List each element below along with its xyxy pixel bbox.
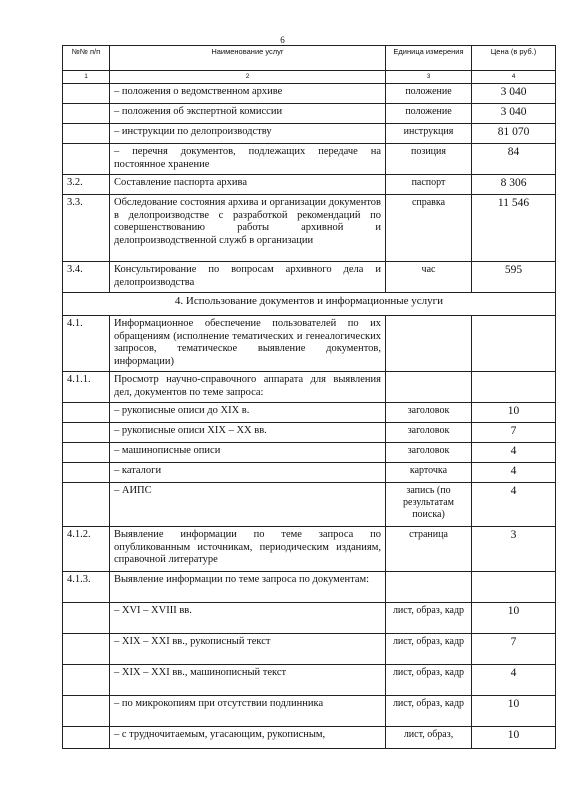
- service-name: – XIX – XXI вв., рукописный текст: [110, 634, 386, 665]
- unit-cell: час: [386, 262, 472, 293]
- price-cell: 10: [472, 696, 556, 727]
- row-number: 3.4.: [63, 262, 110, 293]
- price-cell: 7: [472, 634, 556, 665]
- table-row: [63, 316, 556, 372]
- service-name: Составление паспорта архива: [110, 175, 386, 195]
- price-cell: 3 040: [472, 84, 556, 104]
- page-number: 6: [280, 35, 285, 45]
- header-price: Цена (в руб.): [472, 46, 556, 71]
- unit-cell: положение: [386, 104, 472, 124]
- column-number: 2: [110, 71, 386, 84]
- service-name: Выявление информации по теме запроса по документам:: [110, 572, 386, 603]
- row-number: [63, 124, 110, 144]
- service-name: Просмотр научно-справочного аппарата для выявления дел, документов по теме запроса:: [110, 372, 386, 403]
- service-name: Консультирование по вопросам архивного дела и делопроизводства: [110, 262, 386, 293]
- price-cell: 3 040: [472, 104, 556, 124]
- table-row: [63, 144, 556, 175]
- row-number: [63, 603, 110, 634]
- table-row: [63, 527, 556, 572]
- unit-cell: положение: [386, 84, 472, 104]
- service-name: – перечня документов, подлежащих передаче на постоянное хранение: [110, 144, 386, 175]
- table-row: [63, 634, 556, 665]
- table-row: [63, 443, 556, 463]
- row-number: [63, 727, 110, 749]
- price-cell: 595: [472, 262, 556, 293]
- row-number: [63, 634, 110, 665]
- table-row: [63, 483, 556, 527]
- row-number: 4.1.2.: [63, 527, 110, 572]
- row-number: [63, 696, 110, 727]
- table-row: [63, 727, 556, 749]
- column-number: 4: [472, 71, 556, 84]
- price-cell: 10: [472, 727, 556, 749]
- unit-cell: лист, образ, кадр: [386, 603, 472, 634]
- row-number: [63, 443, 110, 463]
- unit-cell: карточка: [386, 463, 472, 483]
- unit-cell: лист, образ, кадр: [386, 634, 472, 665]
- price-cell: 10: [472, 403, 556, 423]
- price-cell: 4: [472, 483, 556, 527]
- unit-cell: заголовок: [386, 443, 472, 463]
- row-number: [63, 665, 110, 696]
- service-name: – по микрокопиям при отсутствии подлинника: [110, 696, 386, 727]
- row-number: [63, 483, 110, 527]
- unit-cell: лист, образ,: [386, 727, 472, 749]
- service-name: – XIX – XXI вв., машинописный текст: [110, 665, 386, 696]
- table-row: [63, 423, 556, 443]
- service-name: Обследование состояния архива и организации документов в делопроизводстве с разработкой рекомендаций по совершенствованию работы архивной и делопроизводственной служб в организации: [110, 195, 386, 262]
- unit-cell: [386, 372, 472, 403]
- row-number: 4.1.1.: [63, 372, 110, 403]
- table-row: [63, 124, 556, 144]
- price-cell: 4: [472, 463, 556, 483]
- header-unit: Единица измерения: [386, 46, 472, 71]
- price-cell: [472, 372, 556, 403]
- table-row: [63, 572, 556, 603]
- table-row: [63, 84, 556, 104]
- row-number: 3.2.: [63, 175, 110, 195]
- table-row: [63, 262, 556, 293]
- section-row: [63, 293, 556, 316]
- row-number: 4.1.: [63, 316, 110, 372]
- table-body: [63, 84, 556, 749]
- service-name: – с трудночитаемым, угасающим, рукописным,: [110, 727, 386, 749]
- table-row: [63, 603, 556, 634]
- unit-cell: [386, 316, 472, 372]
- unit-cell: инструкция: [386, 124, 472, 144]
- service-name: – каталоги: [110, 463, 386, 483]
- table-row: [63, 175, 556, 195]
- service-name: – рукописные описи XIX – XX вв.: [110, 423, 386, 443]
- service-name: – АИПС: [110, 483, 386, 527]
- row-number: 3.3.: [63, 195, 110, 262]
- section-title: 4. Использование документов и информационные услуги: [63, 293, 556, 316]
- price-cell: 4: [472, 443, 556, 463]
- price-cell: 81 070: [472, 124, 556, 144]
- row-number: [63, 84, 110, 104]
- service-name: – машинописные описи: [110, 443, 386, 463]
- unit-cell: [386, 572, 472, 603]
- unit-cell: лист, образ, кадр: [386, 696, 472, 727]
- unit-cell: позиция: [386, 144, 472, 175]
- service-name: Информационное обеспечение пользователей по их обращениям (исполнение тематических и генеалогических запросов, тематическое выявление документов, информации): [110, 316, 386, 372]
- unit-cell: справка: [386, 195, 472, 262]
- column-number: 1: [63, 71, 110, 84]
- row-number: 4.1.3.: [63, 572, 110, 603]
- price-cell: [472, 572, 556, 603]
- table-row: [63, 463, 556, 483]
- row-number: [63, 144, 110, 175]
- table-row: [63, 104, 556, 124]
- column-number: 3: [386, 71, 472, 84]
- service-name: – рукописные описи до XIX в.: [110, 403, 386, 423]
- price-cell: 11 546: [472, 195, 556, 262]
- table-row: [63, 195, 556, 262]
- price-cell: 84: [472, 144, 556, 175]
- price-cell: 10: [472, 603, 556, 634]
- row-number: [63, 403, 110, 423]
- table-row: [63, 665, 556, 696]
- row-number: [63, 423, 110, 443]
- price-cell: 3: [472, 527, 556, 572]
- price-table: [62, 45, 556, 749]
- service-name: – XVI – XVIII вв.: [110, 603, 386, 634]
- service-name: – инструкции по делопроизводству: [110, 124, 386, 144]
- row-number: [63, 104, 110, 124]
- service-name: – положения об экспертной комиссии: [110, 104, 386, 124]
- unit-cell: страница: [386, 527, 472, 572]
- table-row: [63, 696, 556, 727]
- header-number: №№ п/п: [63, 46, 110, 71]
- unit-cell: лист, образ, кадр: [386, 665, 472, 696]
- header-row: [63, 46, 556, 71]
- unit-cell: запись (по результатам поиска): [386, 483, 472, 527]
- price-cell: [472, 316, 556, 372]
- table-row: [63, 372, 556, 403]
- service-name: – положения о ведомственном архиве: [110, 84, 386, 104]
- unit-cell: паспорт: [386, 175, 472, 195]
- unit-cell: заголовок: [386, 403, 472, 423]
- column-numbers-row: [63, 71, 556, 84]
- price-cell: 4: [472, 665, 556, 696]
- price-cell: 7: [472, 423, 556, 443]
- service-name: Выявление информации по теме запроса по опубликованным источникам, периодическим изданиям, справочной литературе: [110, 527, 386, 572]
- header-service-name: Наименование услуг: [110, 46, 386, 71]
- price-cell: 8 306: [472, 175, 556, 195]
- row-number: [63, 463, 110, 483]
- table-row: [63, 403, 556, 423]
- unit-cell: заголовок: [386, 423, 472, 443]
